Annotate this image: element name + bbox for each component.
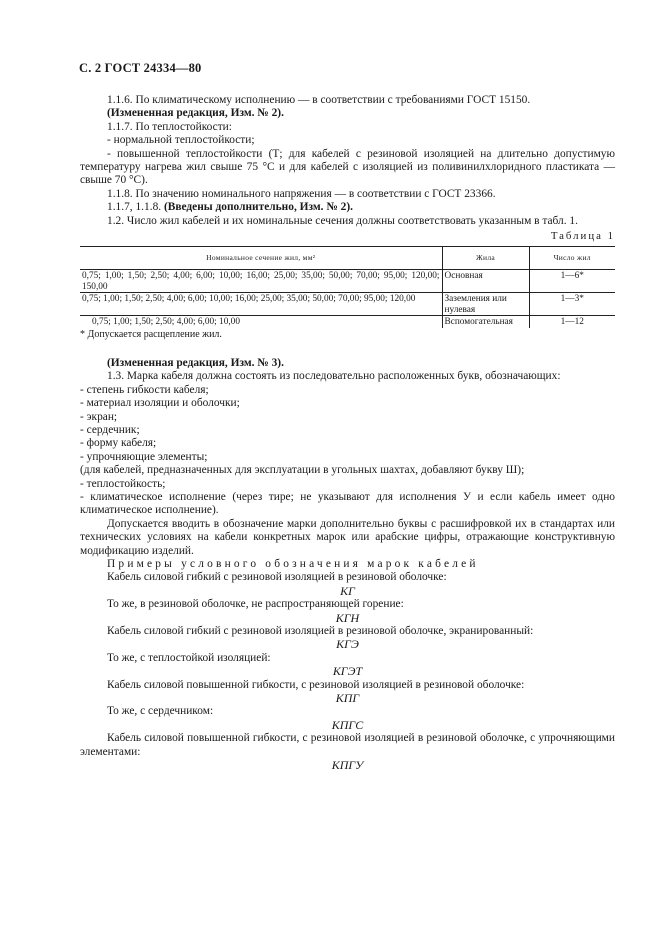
list-item: - климатическое исполнение (через тире; не указывают для исполнения У и если кабель имеет одно климатическое исполнение). bbox=[80, 490, 615, 517]
cell-core: Основная bbox=[442, 270, 529, 293]
list-item: - нормальной теплостойкости; bbox=[107, 134, 255, 147]
clause-1-1-7: 1.1.7. По теплостойкости: bbox=[107, 120, 232, 133]
table-1 bbox=[80, 246, 615, 327]
example-mark: КПГ bbox=[335, 691, 360, 706]
cell-sections: 0,75; 1,00; 1,50; 2,50; 4,00; 6,00; 10,00 bbox=[92, 317, 240, 328]
table-footnote: * Допускается расщепление жил. bbox=[80, 328, 222, 340]
amendment-note: (Измененная редакция, Изм. № 2). bbox=[107, 107, 284, 120]
list-item: - форму кабеля; bbox=[80, 437, 157, 450]
example-mark: КГН bbox=[335, 610, 360, 625]
page-header: С. 2 ГОСТ 24334—80 bbox=[79, 61, 202, 75]
example-text: Кабель силовой гибкий с резиновой изоляцией в резиновой оболочке, экранированный: bbox=[107, 625, 534, 638]
amendment-note bbox=[80, 201, 615, 214]
list-item: - упрочняющие элементы; bbox=[80, 450, 208, 463]
clause-1-1-6: 1.1.6. По климатическому исполнению — в соответствии с требованиями ГОСТ 15150. bbox=[107, 94, 531, 106]
list-item: - повышенной теплостойкости (Т; для кабелей с резиновой изоляцией на длительно допустимую температуру нагрева жил свыше 75 °С и для кабелей с изоляцией из поливинилхлоридного пластиката — свыше 70 °С). bbox=[80, 147, 615, 187]
list-item: (для кабелей, предназначенных для эксплуатации в угольных шахтах, добавляют букву Ш); bbox=[80, 464, 525, 477]
list-item: - степень гибкости кабеля; bbox=[80, 383, 209, 396]
column-header-count: Число жил bbox=[529, 247, 615, 270]
list-item: - теплостойкость; bbox=[80, 477, 166, 490]
cell-count: 1—3* bbox=[529, 293, 615, 316]
clause-1-3: 1.3. Марка кабеля должна состоять из последовательно расположенных букв, обозначающих: bbox=[107, 370, 561, 383]
example-text: То же, с сердечником: bbox=[107, 705, 214, 718]
list-item: - экран; bbox=[80, 410, 118, 423]
clause-1-1-8: 1.1.8. По значению номинального напряжения — в соответствии с ГОСТ 23366. bbox=[107, 187, 496, 200]
example-text: То же, с теплостойкой изоляцией: bbox=[107, 651, 271, 664]
example-mark: КГ bbox=[340, 583, 355, 598]
example-text: Кабель силовой гибкий с резиновой изоляцией в резиновой оболочке: bbox=[107, 571, 447, 584]
example-mark: КГЭТ bbox=[332, 664, 363, 679]
cell-core: Вспомогательная bbox=[442, 316, 529, 328]
clause-1-3-extra: Допускается вводить в обозначение марки дополнительно буквы с расшифровкой их в стандартах или технических условиях на кабели конкретных марок или арабские цифры, отражающие конструктивную модификацию изделий. bbox=[80, 517, 615, 557]
cell-count: 1—6* bbox=[529, 270, 615, 293]
example-text: Кабель силовой повышенной гибкости, с резиновой изоляцией в резиновой оболочке, с упрочняющими элементами: bbox=[80, 732, 615, 758]
example-mark: КГЭ bbox=[336, 637, 359, 652]
table-header-row bbox=[80, 247, 615, 270]
example-mark: КПГУ bbox=[331, 758, 364, 773]
cell-sections: 0,75; 1,00; 1,50; 2,50; 4,00; 6,00; 10,00; 16,00; 25,00; 35,00; 50,00; 70,00; 95,00; 120,00; 150,00 bbox=[80, 270, 442, 293]
column-header-sections: Номинальное сечение жил, мм² bbox=[80, 247, 442, 270]
table-caption: Таблица 1 bbox=[550, 230, 615, 243]
example-mark: КПГС bbox=[331, 717, 364, 732]
clause-refs: 1.1.7, 1.1.8. bbox=[107, 201, 162, 214]
cell-count: 1—12 bbox=[529, 316, 615, 328]
table-row bbox=[80, 316, 615, 328]
amendment-label: (Введены дополнительно, Изм. № 2). bbox=[163, 201, 353, 214]
list-item: - сердечник; bbox=[80, 423, 140, 436]
cell-sections: 0,75; 1,00; 1,50; 2,50; 4,00; 6,00; 10,00; 16,00; 25,00; 35,00; 50,00; 70,00; 95,00; 120,00 bbox=[80, 293, 442, 316]
table-row bbox=[80, 270, 615, 293]
list-item: - материал изоляции и оболочки; bbox=[80, 397, 240, 410]
example-text: Кабель силовой повышенной гибкости, с резиновой изоляцией в резиновой оболочке: bbox=[107, 678, 525, 691]
cell-core: Заземления или нулевая bbox=[442, 293, 529, 316]
clause-1-2: 1.2. Число жил кабелей и их номинальные сечения должны соответствовать указанным в табл. 1. bbox=[107, 214, 578, 227]
table-row bbox=[80, 293, 615, 316]
amendment-note: (Измененная редакция, Изм. № 3). bbox=[107, 356, 284, 369]
page-content bbox=[80, 94, 615, 773]
example-text: То же, в резиновой оболочке, не распространяющей горение: bbox=[107, 598, 404, 611]
column-header-core: Жила bbox=[442, 247, 529, 270]
examples-heading: Примеры условного обозначения марок кабелей bbox=[107, 558, 479, 570]
